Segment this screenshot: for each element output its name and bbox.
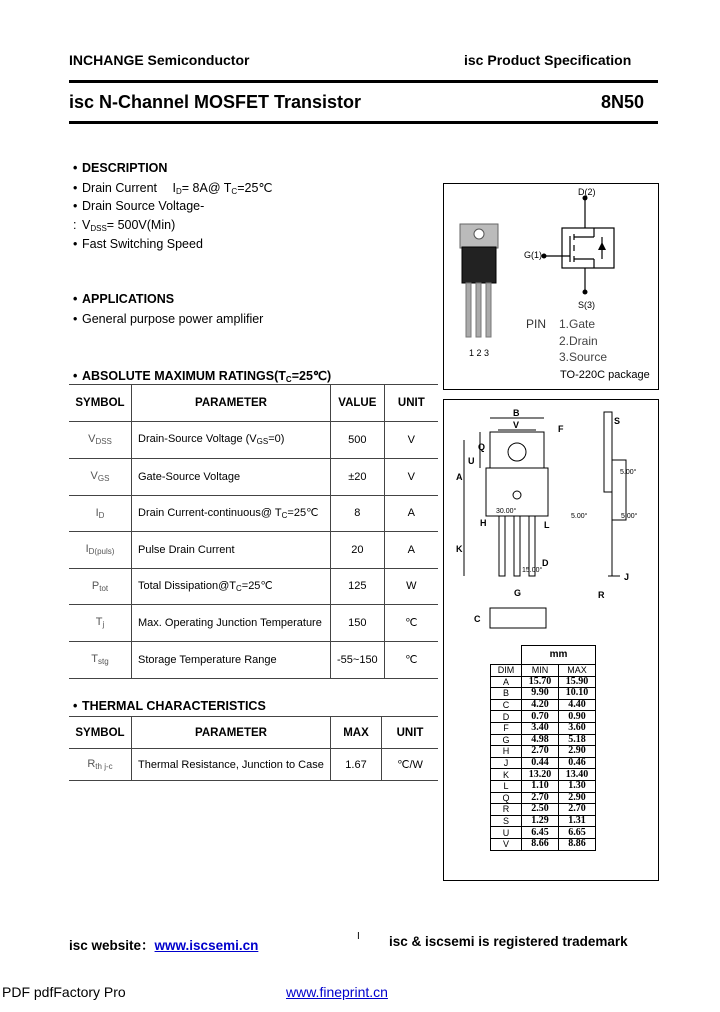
- dim-cell: B: [491, 688, 522, 700]
- min-cell: 2.70: [522, 746, 559, 758]
- max-cell: 4.40: [559, 699, 596, 711]
- col-parameter: PARAMETER: [132, 385, 331, 421]
- pin-numbers: 1 2 3: [469, 348, 490, 358]
- angle-label-4: 5.00°: [571, 513, 588, 520]
- angle-label-2: 15.00°: [522, 567, 543, 574]
- table-row: [491, 804, 596, 816]
- max-cell: 6.65: [559, 827, 596, 839]
- trademark-text: isc & iscsemi is registered trademark: [389, 934, 628, 949]
- dim-cell: J: [491, 757, 522, 769]
- dim-cell: A: [491, 676, 522, 688]
- pin-label: PIN: [526, 317, 547, 331]
- table-row: [491, 838, 596, 850]
- angle-label-3: 5.00°: [620, 469, 637, 476]
- dim-cell: U: [491, 827, 522, 839]
- table-row: [491, 699, 596, 711]
- company-name: INCHANGE Semiconductor: [69, 52, 250, 68]
- min-cell: 4.98: [522, 734, 559, 746]
- max-cell: 8.86: [559, 838, 596, 850]
- min-cell: 1.10: [522, 780, 559, 792]
- max-cell: 2.70: [559, 804, 596, 816]
- part-number: 8N50: [601, 92, 645, 112]
- min-cell: 3.40: [522, 722, 559, 734]
- dim-label-d: D: [542, 558, 549, 568]
- table-row: $T_j$ Max. Operating Junction Temperature 150 ℃: [69, 604, 438, 641]
- description-item-drain-current: • Drain Current $I_D=$ 8A@ $T_C=25℃$: [73, 181, 273, 196]
- table-row: [491, 757, 596, 769]
- max-cell: 15.90: [559, 676, 596, 688]
- dim-col: DIM: [491, 665, 522, 677]
- dim-cell: H: [491, 746, 522, 758]
- min-cell: 9.90: [522, 688, 559, 700]
- table-row: $V_{GS}$ Gate-Source Voltage ±20 V: [69, 458, 438, 495]
- dim-label-b: B: [513, 408, 520, 418]
- dim-label-f: F: [558, 424, 564, 434]
- applications-heading: • APPLICATIONS: [73, 292, 175, 306]
- thermal-col-max: MAX: [331, 717, 382, 749]
- table-row: [491, 734, 596, 746]
- applications-item: • General purpose power amplifier: [73, 312, 264, 326]
- dim-cell: G: [491, 734, 522, 746]
- max-cell: 0.46: [559, 757, 596, 769]
- ratings-table: [69, 385, 438, 679]
- table-row: $V_{DSS}$ Drain-Source Voltage $(V_{GS}=0)$ 500 V: [69, 421, 438, 458]
- dim-cell: V: [491, 838, 522, 850]
- dim-cell: R: [491, 804, 522, 816]
- dim-cell: C: [491, 699, 522, 711]
- angle-label-1: 30.00°: [496, 508, 517, 515]
- min-cell: 6.45: [522, 827, 559, 839]
- col-unit: UNIT: [384, 385, 438, 421]
- thermal-heading: • THERMAL CHARACTERISTICS: [73, 699, 266, 713]
- table-row: $T_{stg}$ Storage Temperature Range -55~150 ℃: [69, 641, 438, 678]
- min-cell: 0.44: [522, 757, 559, 769]
- min-cell: 2.50: [522, 804, 559, 816]
- header-rule-top: [69, 80, 658, 83]
- col-value: VALUE: [331, 385, 385, 421]
- angle-label-5: 5.00°: [621, 513, 638, 520]
- website-label: isc website：: [69, 938, 155, 953]
- max-cell: 13.40: [559, 769, 596, 781]
- table-row: [491, 792, 596, 804]
- table-row: $P_{tot}$ Total $Dissipation@T_C=25℃$ 125 W: [69, 568, 438, 604]
- description-item-switching: • Fast Switching Speed: [73, 237, 203, 251]
- table-row: [491, 815, 596, 827]
- ratings-heading: • ABSOLUTE MAXIMUM $RATINGS(T_C=25℃)$: [73, 369, 332, 384]
- thermal-col-parameter: PARAMETER: [132, 717, 331, 749]
- package-box: [443, 183, 659, 390]
- dim-cell: K: [491, 769, 522, 781]
- dim-label-g: G: [514, 588, 522, 598]
- table-row: [491, 780, 596, 792]
- dim-label-v: V: [513, 420, 520, 430]
- table-row: [491, 827, 596, 839]
- dim-cell: D: [491, 711, 522, 723]
- min-cell: 4.20: [522, 699, 559, 711]
- table-row: [491, 722, 596, 734]
- col-symbol: SYMBOL: [69, 385, 132, 421]
- dim-label-r: R: [598, 590, 605, 600]
- max-col: MAX: [559, 665, 596, 677]
- min-cell: 13.20: [522, 769, 559, 781]
- max-cell: 0.90: [559, 711, 596, 723]
- dim-cell: L: [491, 780, 522, 792]
- description-item-vdss: : $V_{DSS}= 500V(Min)$: [73, 218, 176, 233]
- dim-label-k: K: [456, 544, 463, 554]
- table-row: $I_D$ Drain Current-continuous@ $T_C=25℃$ 8 A: [69, 495, 438, 531]
- thermal-table: [69, 716, 438, 781]
- table-row: $I_{D(puls)}$ Pulse Drain Current 20 A: [69, 531, 438, 568]
- dim-label-q: Q: [478, 442, 486, 452]
- table-row: [491, 769, 596, 781]
- dim-label-s: S: [614, 416, 621, 426]
- max-cell: 5.18: [559, 734, 596, 746]
- pin-2: 2.Drain: [559, 334, 598, 348]
- dim-label-l: L: [544, 520, 550, 530]
- package-outline-drawing: [444, 400, 658, 640]
- dimension-unit: mm: [522, 646, 596, 665]
- thermal-col-unit: UNIT: [382, 717, 439, 749]
- dim-label-u: U: [468, 456, 475, 466]
- dim-cell: F: [491, 722, 522, 734]
- header-rule-bottom: [69, 121, 658, 124]
- pin-3: 3.Source: [559, 350, 608, 364]
- drain-label: D(2): [578, 187, 596, 197]
- package-illustration: [444, 184, 658, 389]
- min-cell: 15.70: [522, 676, 559, 688]
- pin-1: 1.Gate: [559, 317, 596, 331]
- table-row: $R_{th j-c}$ Thermal Resistance, Junction to Case 1.67 ℃/W: [69, 749, 438, 781]
- dim-cell: Q: [491, 792, 522, 804]
- table-row: [491, 676, 596, 688]
- dim-cell: S: [491, 815, 522, 827]
- website-line: [69, 934, 258, 954]
- min-col: MIN: [522, 665, 559, 677]
- gate-label: G(1): [524, 250, 542, 260]
- description-item-voltage: • Drain Source Voltage-: [73, 199, 205, 213]
- min-cell: 1.29: [522, 815, 559, 827]
- source-label: S(3): [578, 300, 596, 310]
- footer-separator: I: [357, 931, 360, 942]
- max-cell: 2.90: [559, 792, 596, 804]
- max-cell: 2.90: [559, 746, 596, 758]
- document-title: isc N-Channel MOSFET Transistor: [69, 92, 362, 112]
- dim-label-c: C: [474, 614, 481, 624]
- dimension-table: [490, 645, 596, 851]
- dim-label-j: J: [624, 572, 630, 582]
- min-cell: 2.70: [522, 792, 559, 804]
- min-cell: 0.70: [522, 711, 559, 723]
- table-row: [491, 746, 596, 758]
- watermark-left: PDF pdfFactory Pro: [2, 984, 126, 1000]
- max-cell: 1.30: [559, 780, 596, 792]
- table-row: [491, 711, 596, 723]
- dim-label-h: H: [480, 518, 487, 528]
- table-row: [491, 688, 596, 700]
- max-cell: 1.31: [559, 815, 596, 827]
- dim-label-a: A: [456, 472, 463, 482]
- max-cell: 3.60: [559, 722, 596, 734]
- description-heading: • DESCRIPTION: [73, 161, 168, 175]
- package-name: TO-220C package: [560, 369, 650, 381]
- min-cell: 8.66: [522, 838, 559, 850]
- max-cell: 10.10: [559, 688, 596, 700]
- website-link[interactable]: www.iscsemi.cn: [154, 938, 259, 953]
- spec-label: isc Product Specification: [464, 52, 632, 68]
- thermal-col-symbol: SYMBOL: [69, 717, 132, 749]
- watermark-link[interactable]: www.fineprint.cn: [286, 984, 388, 1000]
